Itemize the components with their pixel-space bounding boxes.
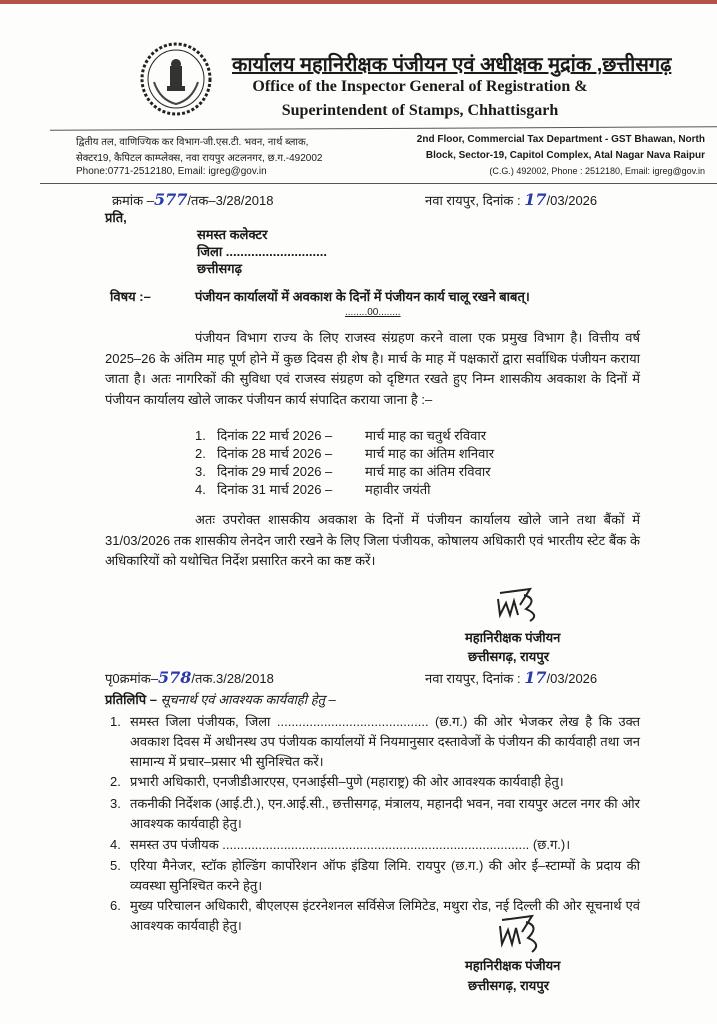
office-title-english-2: Superintendent of Stamps, Chhattisgarh — [281, 102, 559, 119]
address-hindi-line: सेक्टर19, कैपिटल काम्प्लेक्स, नवा रायपुर अटलनगर, छ.ग.-492002 — [76, 153, 323, 164]
handwritten-day: 17 — [524, 190, 547, 209]
address-english-line: (C.G.) 492002, Phone : 2512180, Email: igreg@gov.in — [489, 166, 705, 176]
state-emblem-icon — [140, 42, 212, 116]
address-english-line: 2nd Floor, Commercial Tax Department - GST Bhawan, North — [416, 134, 705, 145]
holiday-item: 1. दिनांक 22 मार्च 2026 – मार्च माह का चतुर्थ रविवार — [195, 428, 487, 443]
signatory-title: महानिरीक्षक पंजीयन — [465, 630, 561, 645]
copy-item: 3. तकनीकी निर्देशक (आई.टी.), एन.आई.सी., छत्तीसगढ़, मंत्रालय, महानदी भवन, नवा रायपुर अटल नगर की ओर आवश्यक कार्यवाही हेतु। — [110, 796, 640, 831]
signatory-location: छत्तीसगढ़, रायपुर — [468, 649, 550, 664]
copy-item: 4. समस्त उप पंजीयक ..................................................................................... (छ.ग.)। — [110, 837, 571, 852]
holiday-item: 3. दिनांक 29 मार्च 2026 – मार्च माह का अंतिम रविवार — [195, 464, 491, 479]
copy-signatory-location: छत्तीसगढ़, रायपुर — [468, 978, 550, 993]
header-divider — [50, 126, 717, 130]
copy-signatory-title: महानिरीक्षक पंजीयन — [465, 958, 561, 973]
office-title-english-1: Office of the Inspector General of Registration & — [252, 78, 588, 95]
recipient-line: समस्त कलेक्टर — [197, 227, 268, 242]
copy-reference-number: पृ0क्रमांक–578/तक.3/28/2018 — [105, 668, 274, 687]
address-english-line: Block, Sector-19, Capitol Complex, Atal Nagar Nava Raipur — [425, 150, 705, 161]
handwritten-ref: 578 — [157, 668, 192, 687]
to-label: प्रति, — [105, 210, 127, 225]
signature-image — [492, 912, 552, 956]
body-paragraph-2: अतः उपरोक्त शासकीय अवकाश के दिनों में पंजीयन कार्यालय खोले जाने तथा बैंकों में 31/03/2026 तक शासकीय लेनदेन जारी रखने के लिए जिला पंजीयक, कोषालय अधिकारी एवं भारतीय स्टेट बैंक के अधिकारियों को यथोचित निर्देश प्रसारित करने का कष्ट करें। — [105, 512, 640, 568]
copy-heading: प्रतिलिपि – सूचनार्थ एवं आवश्यक कार्यवाही हेतु – — [105, 692, 336, 707]
handwritten-day: 17 — [524, 668, 547, 687]
reference-number: क्रमांक –577/तक–3/28/2018 — [112, 190, 274, 209]
copy-item: 5. एरिया मैनेजर, स्टॉक होल्डिंग कार्पोरेशन ऑफ इंडिया लिमि. रायपुर (छ.ग.) की ओर ई–स्टाम्पों के प्रदाय की व्यवस्था सुनिश्चित करने हेतु। — [110, 858, 640, 893]
holiday-item: 4. दिनांक 31 मार्च 2026 – महावीर जयंती — [195, 482, 431, 497]
separator: ........00........ — [345, 307, 401, 318]
body-paragraph-1: पंजीयन विभाग राज्य के लिए राजस्व संग्रहण करने वाला एक प्रमुख विभाग है। वित्तीय वर्ष 2025–26 के अंतिम माह पूर्ण होने में कुछ दिवस ही शेष है। मार्च के माह में पक्षकारों द्वारा सर्वाधिक पंजीयन कराया जाता है। अतः नागरिकों की सुविधा एवं राजस्व संग्रहण को दृष्टिगत रखते हुए निम्न शासकीय अवकाश के दिनों में पंजीयन कार्यालय खोले जाकर पंजीयन कार्य संपादित कराया जाना है :– — [105, 330, 640, 407]
address-hindi-line: द्वितीय तल, वाणिज्यिक कर विभाग-जी.एस.टी. भवन, नार्थ ब्लाक, — [76, 137, 309, 148]
top-border — [0, 0, 717, 4]
handwritten-ref: 577 — [153, 190, 188, 209]
copy-item: 2. प्रभारी अधिकारी, एनजीडीआरएस, एनआईसी–पुणे (महाराष्ट्र) की ओर आवश्यक कार्यवाही हेतु। — [110, 774, 564, 789]
address-divider — [40, 183, 717, 184]
copy-date: नवा रायपुर, दिनांक : 17/03/2026 — [425, 668, 598, 687]
copy-item: 6. मुख्य परिचालन अधिकारी, बीएलएस इंटरनेशनल सर्विसेज लिमिटेड, मथुरा रोड, नई दिल्ली की ओर सूचनार्थ एवं आवश्यक कार्यवाही हेतु। — [110, 898, 640, 933]
recipient-line: जिला ............................ — [197, 244, 327, 259]
subject-label: विषय :– — [110, 289, 151, 304]
recipient-line: छत्तीसगढ़ — [197, 261, 242, 276]
address-hindi-line: Phone:0771-2512180, Email: igreg@gov.in — [76, 166, 267, 177]
letter-date: नवा रायपुर, दिनांक : 17/03/2026 — [425, 190, 598, 209]
copy-item: 1. समस्त जिला पंजीयक, जिला .......................................... (छ.ग.) की ओर भेजकर लेख है कि उक्त अवकाश दिवस में अधीनस्थ उप पंजीयक कार्यालयों में नियमानुसार दस्तावेजों के पंजीयन की कार्यवाही तथा जन सामान्य में प्रचार–प्रसार भी सुनिश्चित करें। — [110, 714, 640, 769]
office-title-hindi: कार्यालय महानिरीक्षक पंजीयन एवं अधीक्षक मुद्रांक ,छत्तीसगढ़ — [232, 54, 672, 76]
signature-image — [490, 585, 550, 625]
holiday-item: 2. दिनांक 28 मार्च 2026 – मार्च माह का अंतिम शनिवार — [195, 446, 495, 461]
subject-text: पंजीयन कार्यालयों में अवकाश के दिनों में पंजीयन कार्य चालू रखने बाबत्। — [195, 289, 530, 304]
